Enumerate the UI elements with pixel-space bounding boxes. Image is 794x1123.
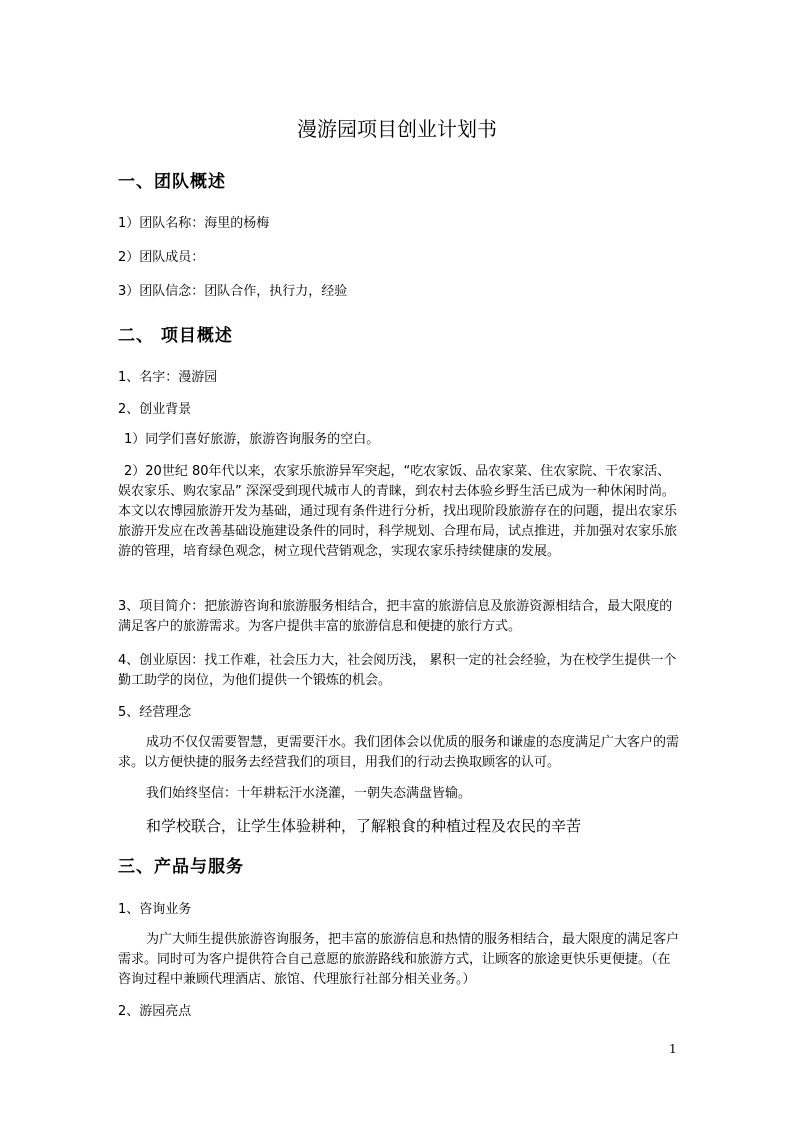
team-name: 1）团队名称：海里的杨梅 [118, 216, 270, 231]
concept-heading: 5、经营理念 [118, 705, 192, 720]
section-heading-project: 二、 项目概述 [118, 326, 233, 346]
consult-heading: 1、咨询业务 [118, 902, 192, 917]
section-heading-products: 三、产品与服务 [118, 857, 244, 877]
concept-paragraph-1: 成功不仅仅需要智慧，更需要汗水。我们团体会以优质的服务和谦虚的态度满足广大客户的需求。以方便快捷的服务去经营我们的项目，用我们的行动去换取顾客的认可。 [118, 735, 680, 770]
section-heading-team: 一、团队概述 [118, 172, 226, 192]
background-heading: 2、创业背景 [118, 402, 192, 417]
consult-paragraph: 为广大师生提供旅游咨询服务，把丰富的旅游信息和热情的服务相结合，最大限度的满足客户需求。同时可为客户提供符合自己意愿的旅游路线和旅游方式，让顾客的旅途更快乐更便捷。（在咨询过程中兼顾代理酒店、旅馆、代理旅行社部分相关业务。） [118, 932, 680, 987]
background-item-1: 1）同学们喜好旅游，旅游咨询服务的空白。 [124, 432, 380, 447]
background-item-2: 2）20世纪 80年代以来，农家乐旅游异军突起，“吃农家饭、品农家菜、住农家院、干农家活、娱农家乐、购农家品” 深深受到现代城市人的青睐，到农村去体验乡野生活已成为一种休闲时尚。本文以农博园旅游开发为基础，通过现有条件进行分析，找出现阶段旅游存在的问题，提出农家乐旅游开发应在改善基础设施建设条件的同时，科学规划、合理布局，试点推进，并加强对农家乐旅游的管理，培育绿色观念，树立现代营销观念，实现农家乐持续健康的发展。 [118, 464, 678, 559]
concept-paragraph-2: 我们始终坚信：十年耕耘汗水浇灌，一朝失态满盘皆输。 [146, 786, 472, 801]
document-title: 漫游园项目创业计划书 [297, 117, 497, 141]
team-belief: 3）团队信念：团队合作，执行力，经验 [118, 284, 348, 299]
project-intro: 3、项目简介：把旅游咨询和旅游服务相结合，把丰富的旅游信息及旅游资源相结合，最大限度的满足客户的旅游需求。为客户提供丰富的旅游信息和便捷的旅行方式。 [118, 599, 673, 634]
project-name: 1、名字：漫游园 [118, 370, 218, 385]
page-number: 1 [669, 1042, 677, 1056]
highlight-heading: 2、游园亮点 [118, 1004, 192, 1019]
startup-reason: 4、创业原因：找工作难，社会压力大，社会阅历浅， 累积一定的社会经验，为在校学生提供一个勤工助学的岗位，为他们提供一个锻炼的机会。 [118, 653, 677, 688]
concept-paragraph-3: 和学校联合，让学生体验耕种，了解粮食的种植过程及农民的辛苦 [146, 817, 582, 835]
team-members: 2）团队成员： [118, 250, 205, 265]
